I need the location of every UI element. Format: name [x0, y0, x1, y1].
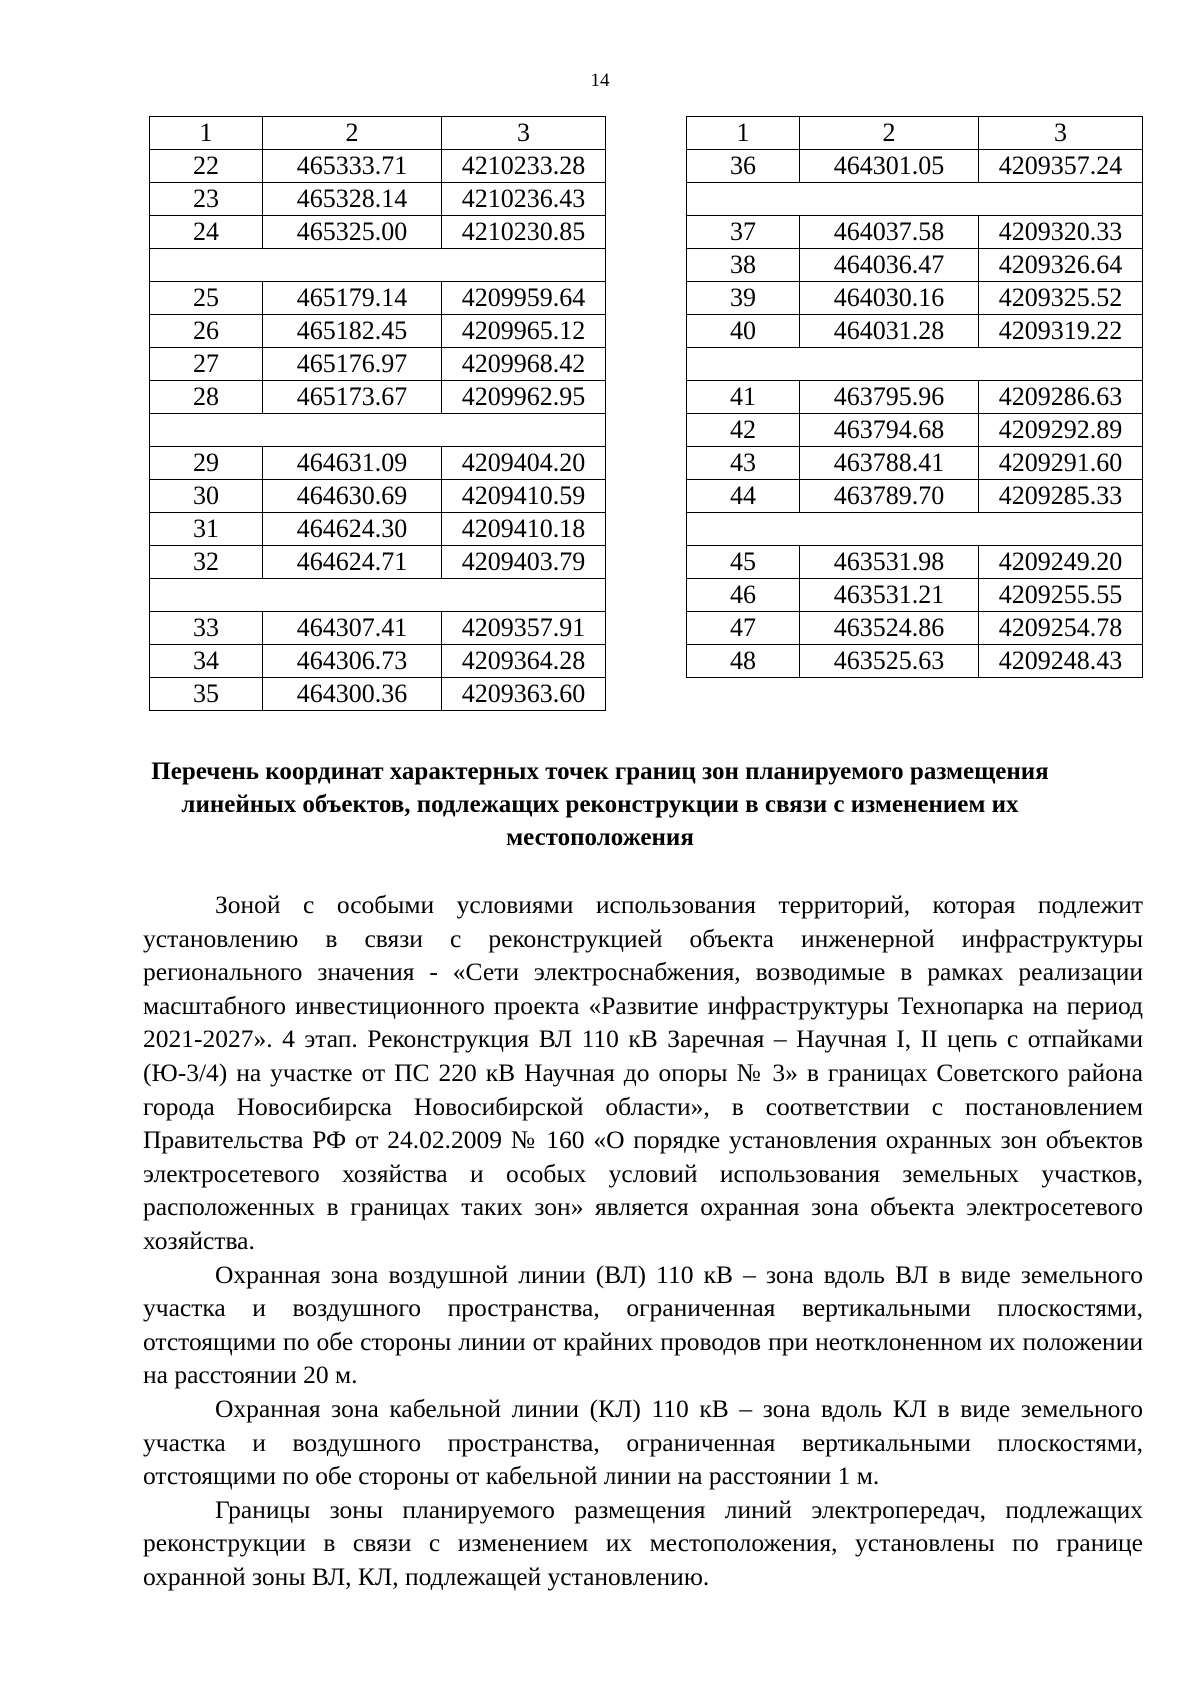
- separator-cell: [150, 579, 606, 612]
- table-row: [150, 381, 606, 414]
- y-coordinate-cell: 4209292.89: [979, 414, 1143, 447]
- x-coordinate-cell: 464624.30: [263, 513, 442, 546]
- page-number: 14: [590, 70, 610, 91]
- separator-cell: [150, 414, 606, 447]
- y-coordinate-cell: 4209357.91: [442, 612, 606, 645]
- y-coordinate-cell: 4209291.60: [979, 447, 1143, 480]
- point-number-cell: 38: [687, 249, 800, 282]
- point-number-cell: 26: [150, 315, 263, 348]
- x-coordinate-cell: 465179.14: [263, 282, 442, 315]
- x-coordinate-cell: 465176.97: [263, 348, 442, 381]
- separator-cell: [150, 249, 606, 282]
- paragraph: Зоной с особыми условиями использования территорий, которая подлежит установлению в связи с реконструкцией объекта инженерной инфраструктуры регионального значения - «Сети электроснабжения, возводимые в рамках реализации масштабного инвестиционного проекта «Развитие инфраструктуры Технопарка на период 2021-2027». 4 этап. Реконструкция ВЛ 110 кВ Заречная – Научная I, II цепь с отпайками (Ю-3/4) на участке от ПС 220 кВ Научная до опоры № 3» в границах Советского района города Новосибирска Новосибирской области», в соответствии с постановлением Правительства РФ от 24.02.2009 № 160 «О порядке установления охранных зон объектов электросетевого хозяйства и особых условий использования земельных участков, расположенных в границах таких зон» является охранная зона объекта электросетевого хозяйства.: [143, 890, 1143, 1255]
- table-row: [687, 216, 1143, 249]
- table-row: [687, 447, 1143, 480]
- y-coordinate-cell: 4209285.33: [979, 480, 1143, 513]
- point-number-cell: 22: [150, 150, 263, 183]
- table-row: [150, 315, 606, 348]
- table-row: [687, 546, 1143, 579]
- x-coordinate-cell: 463788.41: [800, 447, 979, 480]
- separator-row: [687, 513, 1143, 546]
- point-number-cell: 45: [687, 546, 800, 579]
- table-row: [687, 414, 1143, 447]
- table-row: [150, 480, 606, 513]
- separator-cell: [687, 183, 1143, 216]
- y-coordinate-cell: 4209403.79: [442, 546, 606, 579]
- y-coordinate-cell: 4209959.64: [442, 282, 606, 315]
- paragraph: Границы зоны планируемого размещения линий электропередач, подлежащих реконструкции в связи с изменением их местоположения, установлены по границе охранной зоны ВЛ, КЛ, подлежащей установлению.: [143, 1494, 1143, 1591]
- point-number-cell: 43: [687, 447, 800, 480]
- x-coordinate-cell: 464036.47: [800, 249, 979, 282]
- x-coordinate-cell: 464624.71: [263, 546, 442, 579]
- x-coordinate-cell: 464306.73: [263, 645, 442, 678]
- x-coordinate-cell: 464300.36: [263, 678, 442, 711]
- table-row: [687, 579, 1143, 612]
- x-coordinate-cell: 464630.69: [263, 480, 442, 513]
- table-row: [687, 282, 1143, 315]
- x-coordinate-cell: 464307.41: [263, 612, 442, 645]
- point-number-cell: 35: [150, 678, 263, 711]
- header-cell: 2: [800, 117, 979, 150]
- y-coordinate-cell: 4209965.12: [442, 315, 606, 348]
- y-coordinate-cell: 4209254.78: [979, 612, 1143, 645]
- table-row: [150, 546, 606, 579]
- point-number-cell: 23: [150, 183, 263, 216]
- table-header-row: [687, 117, 1143, 150]
- point-number-cell: 32: [150, 546, 263, 579]
- table-header-row: [150, 117, 606, 150]
- x-coordinate-cell: 463525.63: [800, 645, 979, 678]
- y-coordinate-cell: 4209249.20: [979, 546, 1143, 579]
- table-row: [150, 513, 606, 546]
- y-coordinate-cell: 4209410.18: [442, 513, 606, 546]
- point-number-cell: 42: [687, 414, 800, 447]
- separator-row: [687, 348, 1143, 381]
- x-coordinate-cell: 465333.71: [263, 150, 442, 183]
- table-row: [150, 282, 606, 315]
- coordinates-table-left: [149, 116, 606, 711]
- y-coordinate-cell: 4209320.33: [979, 216, 1143, 249]
- point-number-cell: 31: [150, 513, 263, 546]
- y-coordinate-cell: 4209364.28: [442, 645, 606, 678]
- x-coordinate-cell: 463524.86: [800, 612, 979, 645]
- table-row: [150, 150, 606, 183]
- table-row: [150, 183, 606, 216]
- x-coordinate-cell: 464037.58: [800, 216, 979, 249]
- y-coordinate-cell: 4209962.95: [442, 381, 606, 414]
- table-row: [687, 150, 1143, 183]
- point-number-cell: 25: [150, 282, 263, 315]
- point-number-cell: 47: [687, 612, 800, 645]
- separator-cell: [687, 348, 1143, 381]
- table-row: [687, 381, 1143, 414]
- table-row: [687, 645, 1143, 678]
- header-cell: 3: [979, 117, 1143, 150]
- table-row: [150, 612, 606, 645]
- body-text: [143, 888, 1143, 1593]
- y-coordinate-cell: 4209248.43: [979, 645, 1143, 678]
- table-row: [687, 480, 1143, 513]
- header-cell: 1: [150, 117, 263, 150]
- y-coordinate-cell: 4209326.64: [979, 249, 1143, 282]
- point-number-cell: 33: [150, 612, 263, 645]
- point-number-cell: 41: [687, 381, 800, 414]
- separator-row: [150, 414, 606, 447]
- paragraph: Охранная зона кабельной линии (КЛ) 110 кВ – зона вдоль КЛ в виде земельного участка и воздушного пространства, ограниченная вертикальными плоскостями, отстоящими по обе стороны от кабельной линии на расстоянии 1 м.: [143, 1393, 1143, 1491]
- x-coordinate-cell: 463789.70: [800, 480, 979, 513]
- x-coordinate-cell: 465325.00: [263, 216, 442, 249]
- separator-row: [150, 579, 606, 612]
- y-coordinate-cell: 4210230.85: [442, 216, 606, 249]
- paragraph: Охранная зона воздушной линии (ВЛ) 110 кВ – зона вдоль ВЛ в виде земельного участка и воздушного пространства, ограниченная вертикальными плоскостями, отстоящими по обе стороны линии от крайних проводов при неотклоненном их положении на расстоянии 20 м.: [143, 1259, 1143, 1390]
- table-row: [150, 678, 606, 711]
- y-coordinate-cell: 4209363.60: [442, 678, 606, 711]
- point-number-cell: 34: [150, 645, 263, 678]
- table-row: [150, 447, 606, 480]
- x-coordinate-cell: 464030.16: [800, 282, 979, 315]
- header-cell: 1: [687, 117, 800, 150]
- y-coordinate-cell: 4209404.20: [442, 447, 606, 480]
- point-number-cell: 39: [687, 282, 800, 315]
- x-coordinate-cell: 463531.98: [800, 546, 979, 579]
- table-row: [687, 249, 1143, 282]
- y-coordinate-cell: 4209410.59: [442, 480, 606, 513]
- section-heading: Перечень координат характерных точек границ зон планируемого размещения линейных объектов, подлежащих реконструкции в связи с изменением их местоположения: [151, 758, 1049, 851]
- x-coordinate-cell: 463795.96: [800, 381, 979, 414]
- x-coordinate-cell: 464301.05: [800, 150, 979, 183]
- y-coordinate-cell: 4209255.55: [979, 579, 1143, 612]
- table-row: [687, 612, 1143, 645]
- x-coordinate-cell: 465173.67: [263, 381, 442, 414]
- table-row: [150, 216, 606, 249]
- x-coordinate-cell: 465182.45: [263, 315, 442, 348]
- y-coordinate-cell: 4209319.22: [979, 315, 1143, 348]
- x-coordinate-cell: 463531.21: [800, 579, 979, 612]
- y-coordinate-cell: 4209357.24: [979, 150, 1143, 183]
- point-number-cell: 46: [687, 579, 800, 612]
- point-number-cell: 36: [687, 150, 800, 183]
- table-row: [687, 315, 1143, 348]
- point-number-cell: 37: [687, 216, 800, 249]
- y-coordinate-cell: 4209286.63: [979, 381, 1143, 414]
- x-coordinate-cell: 464031.28: [800, 315, 979, 348]
- header-cell: 2: [263, 117, 442, 150]
- y-coordinate-cell: 4209325.52: [979, 282, 1143, 315]
- table-row: [150, 645, 606, 678]
- point-number-cell: 24: [150, 216, 263, 249]
- y-coordinate-cell: 4209968.42: [442, 348, 606, 381]
- point-number-cell: 44: [687, 480, 800, 513]
- point-number-cell: 27: [150, 348, 263, 381]
- point-number-cell: 40: [687, 315, 800, 348]
- separator-row: [687, 183, 1143, 216]
- x-coordinate-cell: 465328.14: [263, 183, 442, 216]
- header-cell: 3: [442, 117, 606, 150]
- point-number-cell: 48: [687, 645, 800, 678]
- coordinates-table-right: [686, 116, 1143, 678]
- table-row: [150, 348, 606, 381]
- x-coordinate-cell: 464631.09: [263, 447, 442, 480]
- y-coordinate-cell: 4210233.28: [442, 150, 606, 183]
- y-coordinate-cell: 4210236.43: [442, 183, 606, 216]
- separator-cell: [687, 513, 1143, 546]
- point-number-cell: 30: [150, 480, 263, 513]
- point-number-cell: 29: [150, 447, 263, 480]
- separator-row: [150, 249, 606, 282]
- x-coordinate-cell: 463794.68: [800, 414, 979, 447]
- point-number-cell: 28: [150, 381, 263, 414]
